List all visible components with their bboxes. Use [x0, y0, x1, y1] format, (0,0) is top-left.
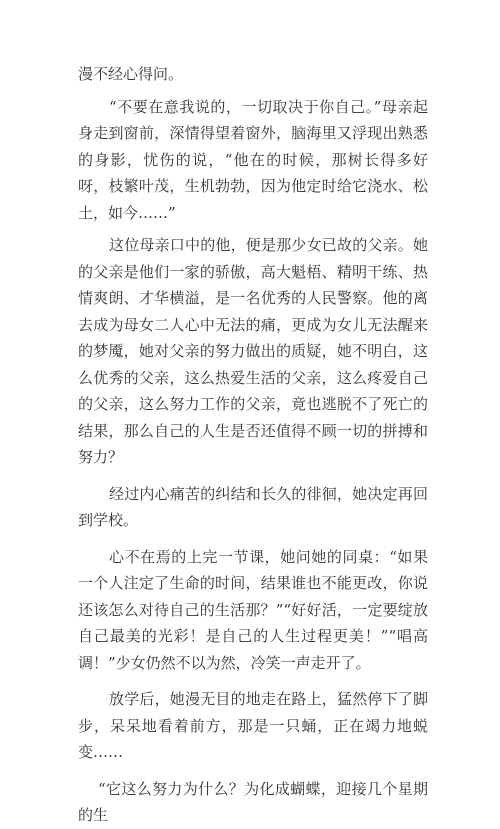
paragraph-7: “它这么努力为什么？为化成蝴蝶，迎接几个星期的生 [78, 779, 428, 824]
paragraph-4: 经过内心痛苦的纠结和长久的徘徊，她决定再回到学校。 [78, 484, 428, 529]
paragraph-6: 放学后，她漫无目的地走在路上，猛然停下了脚步，呆呆地看着前方，那是一只蛹，正在竭力地蜕变…… [78, 690, 428, 761]
document-body [78, 61, 428, 829]
paragraph-5: 心不在焉的上完一节课，她问她的同桌：“如果一个人注定了生命的时间，结果谁也不能更改，你说还该怎么对待自己的生活那？”“好好活，一定要绽放自己最美的光彩！是自己的人生过程更美！”“唱高调！”少女仍然不以为然，冷笑一声走开了。 [78, 547, 428, 672]
paragraph-1: 漫不经心得问。 [78, 65, 184, 83]
paragraph-3: 这位母亲口中的他，便是那少女已故的父亲。她的父亲是他们一家的骄傲，高大魁梧、精明干练、热情爽朗、才华横溢，是一名优秀的人民警察。他的离去成为母女二人心中无法的痛，更成为女儿无法醒来的梦魇，她对父亲的努力做出的质疑，她不明白，这么优秀的父亲，这么热爱生活的父亲，这么疼爱自己的父亲，这么努力工作的父亲，竟也逃脱不了死亡的结果，那么自己的人生是否还值得不顾一切的拼搏和努力？ [78, 236, 428, 466]
paragraph-2: “不要在意我说的，一切取决于你自己。”母亲起身走到窗前，深情得望着窗外，脑海里又浮现出熟悉的身影，忧伤的说，“他在的时候，那树长得多好呀，枝繁叶茂，生机勃勃，因为他定时给它浇水、松土，如今……” [78, 97, 428, 222]
